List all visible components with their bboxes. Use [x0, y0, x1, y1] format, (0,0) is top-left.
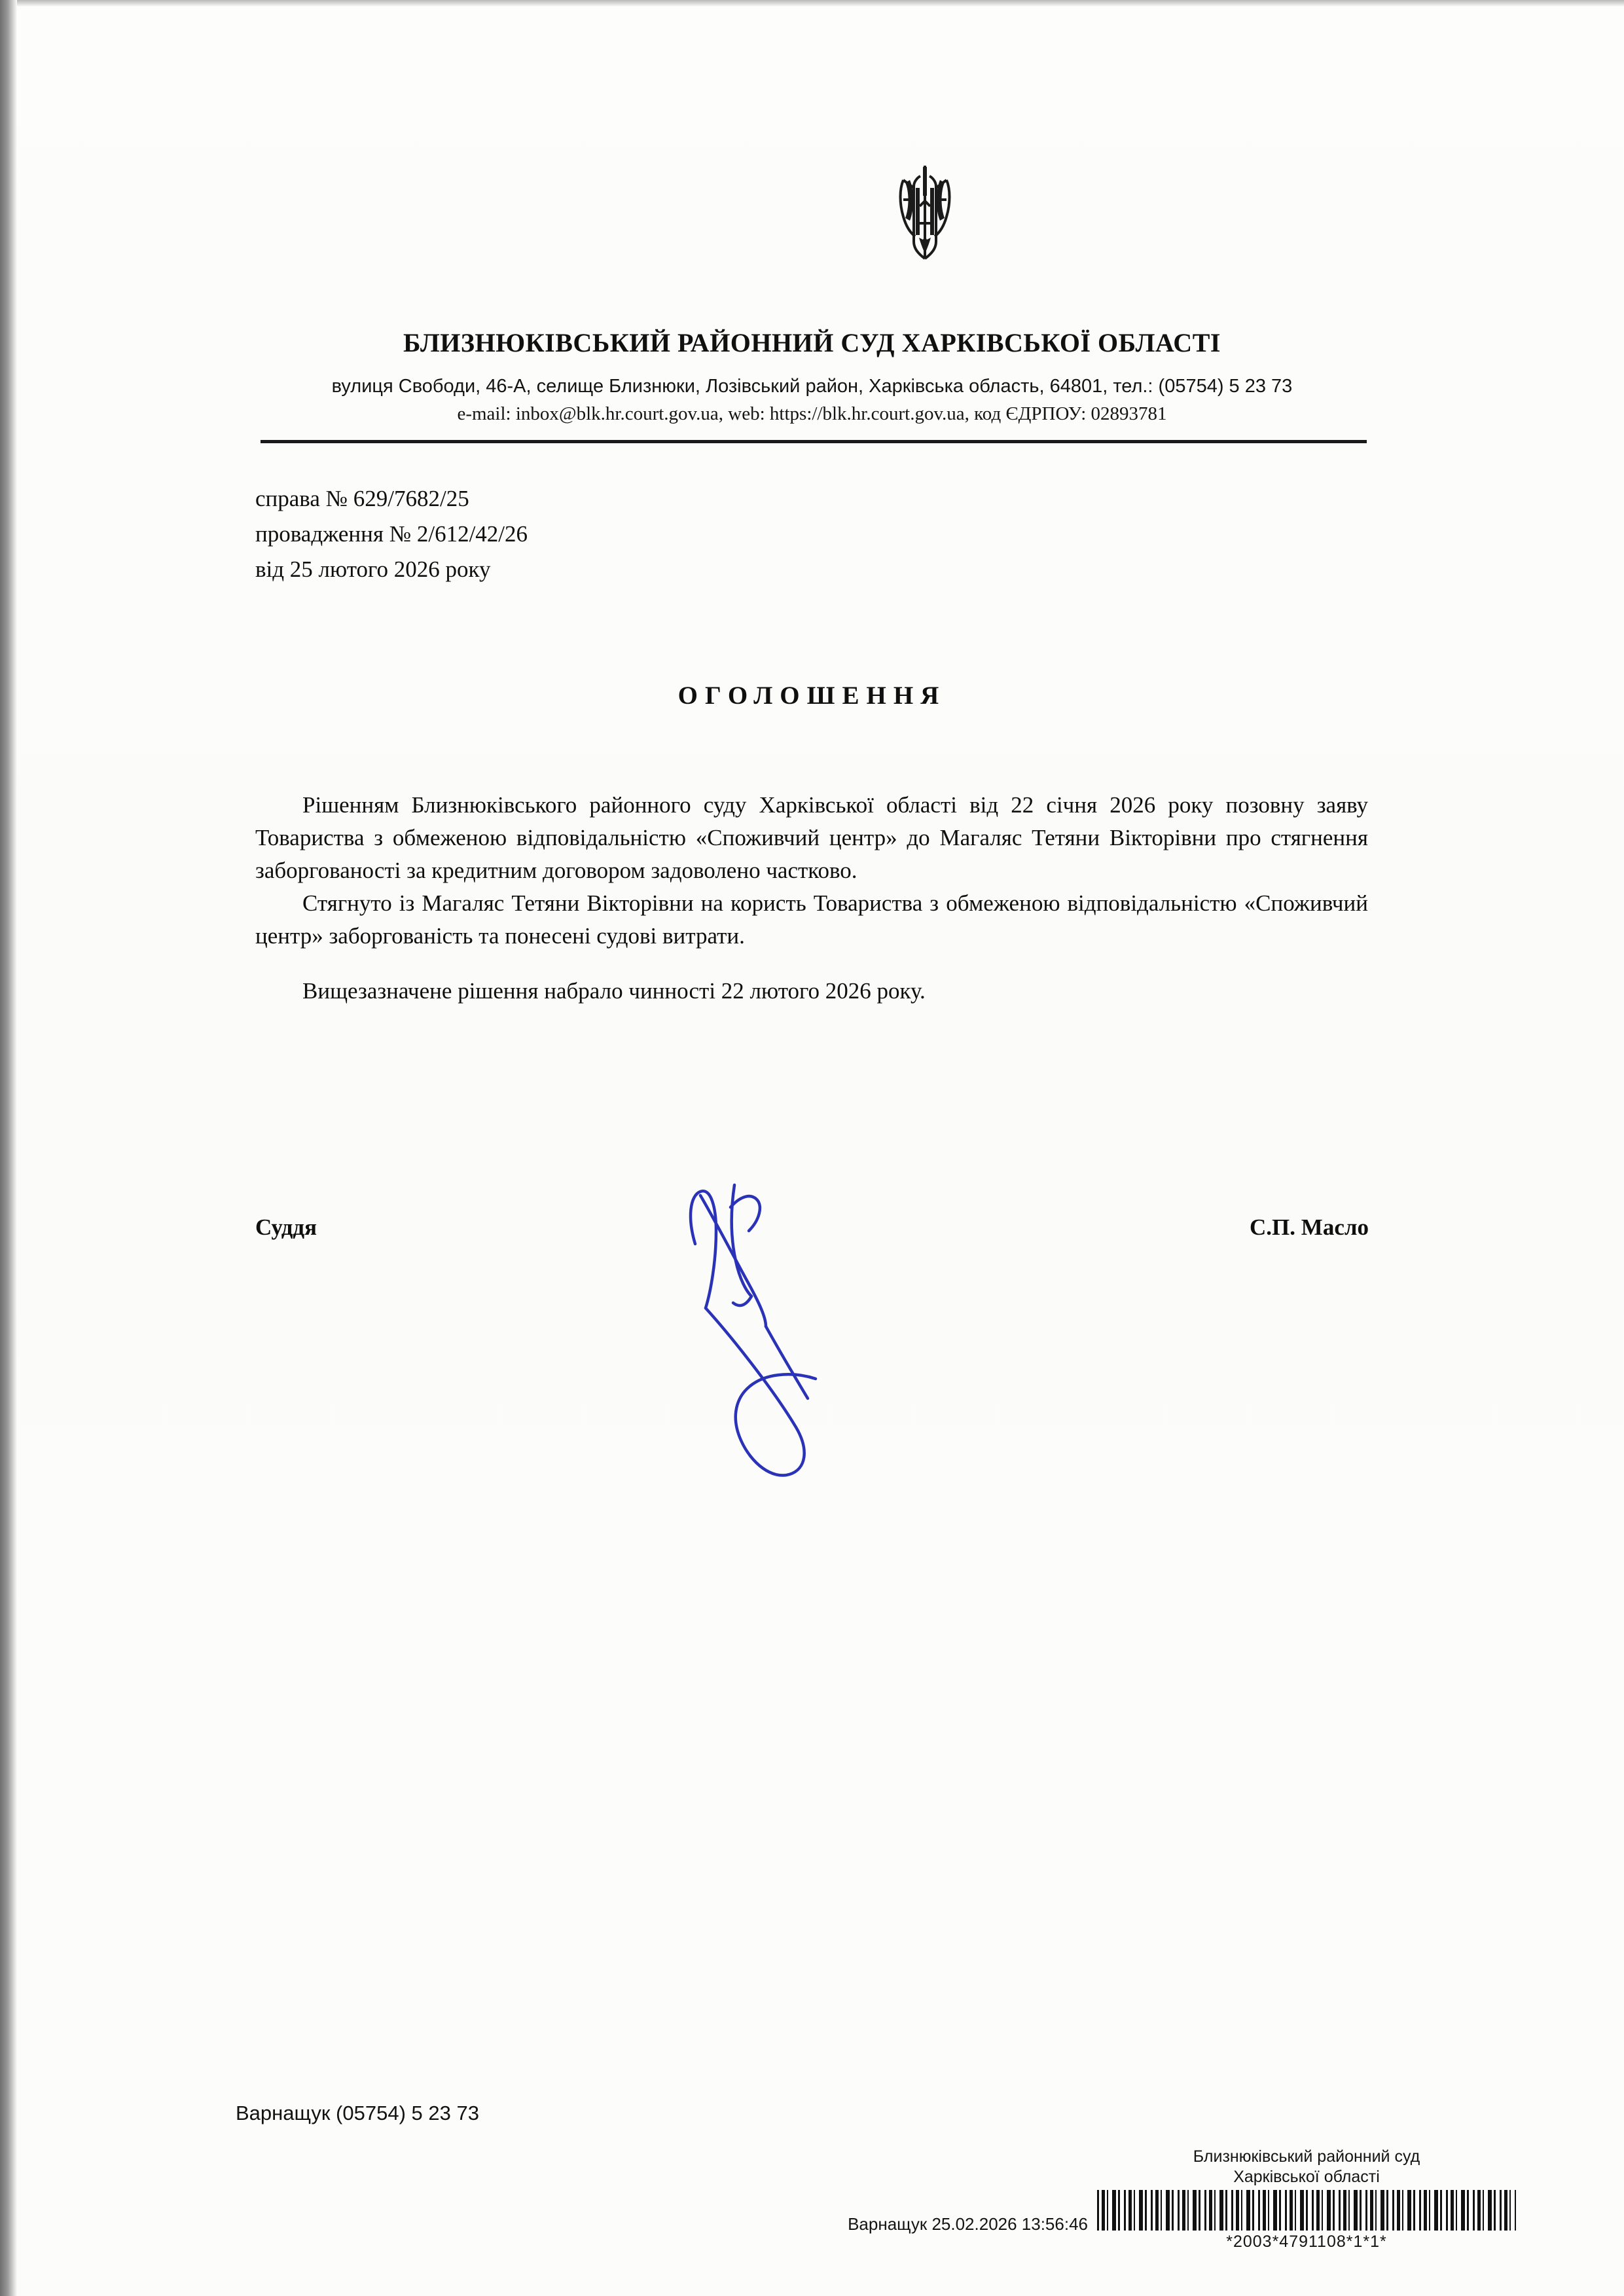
barcode-number: *2003*4791108*1*1* [1226, 2232, 1387, 2251]
court-address: вулиця Свободи, 46-А, селище Близнюки, Лозівський район, Харківська область, 64801, тел.: (05754) 5 23 73 [331, 376, 1293, 397]
barcode-block [1097, 2147, 1516, 2251]
paragraph-3: Вищезазначене рішення набрало чинності 22 лютого 2026 року. [302, 978, 926, 1004]
court-stamp-line-2: Харківської області [1233, 2168, 1380, 2186]
signer-name: С.П. Масло [1250, 1214, 1369, 1240]
ukraine-trident-emblem-icon [889, 160, 961, 265]
court-contacts: e-mail: inbox@blk.hr.court.gov.ua, web: https://blk.hr.court.gov.ua, код ЄДРПОУ: 02893781 [457, 403, 1167, 424]
handwritten-signature-icon [668, 1139, 864, 1506]
header-divider [261, 440, 1367, 443]
court-stamp-line-1: Близнюківський районний суд [1193, 2147, 1420, 2166]
document-date: від 25 лютого 2026 року [255, 556, 491, 582]
paragraph-1: Рішенням Близнюківського районного суду Харківської області від 22 січня 2026 року позовну заяву Товариства з обмеженою відповідальністю «Споживчий центр» до Магаляс Тетяни Вікторівни про стягнення заборгованості за кредитним договором задоволено частково. [255, 792, 1368, 883]
executor-contact: Варнащук (05754) 5 23 73 [236, 2102, 479, 2124]
court-stamp-text [1193, 2147, 1420, 2187]
barcode-icon [1097, 2190, 1516, 2231]
document-body [255, 789, 1368, 1008]
court-name: БЛИЗНЮКІВСЬКИЙ РАЙОННИЙ СУД ХАРКІВСЬКОЇ ОБЛАСТІ [403, 328, 1221, 357]
proceeding-number: провадження № 2/612/42/26 [255, 521, 528, 547]
case-info-block [255, 481, 528, 587]
page-title: ОГОЛОШЕННЯ [677, 682, 947, 710]
paragraph-2: Стягнуто із Магаляс Тетяни Вікторівни на користь Товариства з обмеженою відповідальністю «Споживчий центр» заборгованість та понесені судові витрати. [255, 890, 1368, 949]
registration-stamp [711, 2147, 1516, 2251]
case-number: справа № 629/7682/25 [255, 486, 469, 511]
signature-role-label: Суддя [255, 1214, 317, 1240]
stamp-timestamp: Варнащук 25.02.2026 13:56:46 [848, 2214, 1088, 2234]
